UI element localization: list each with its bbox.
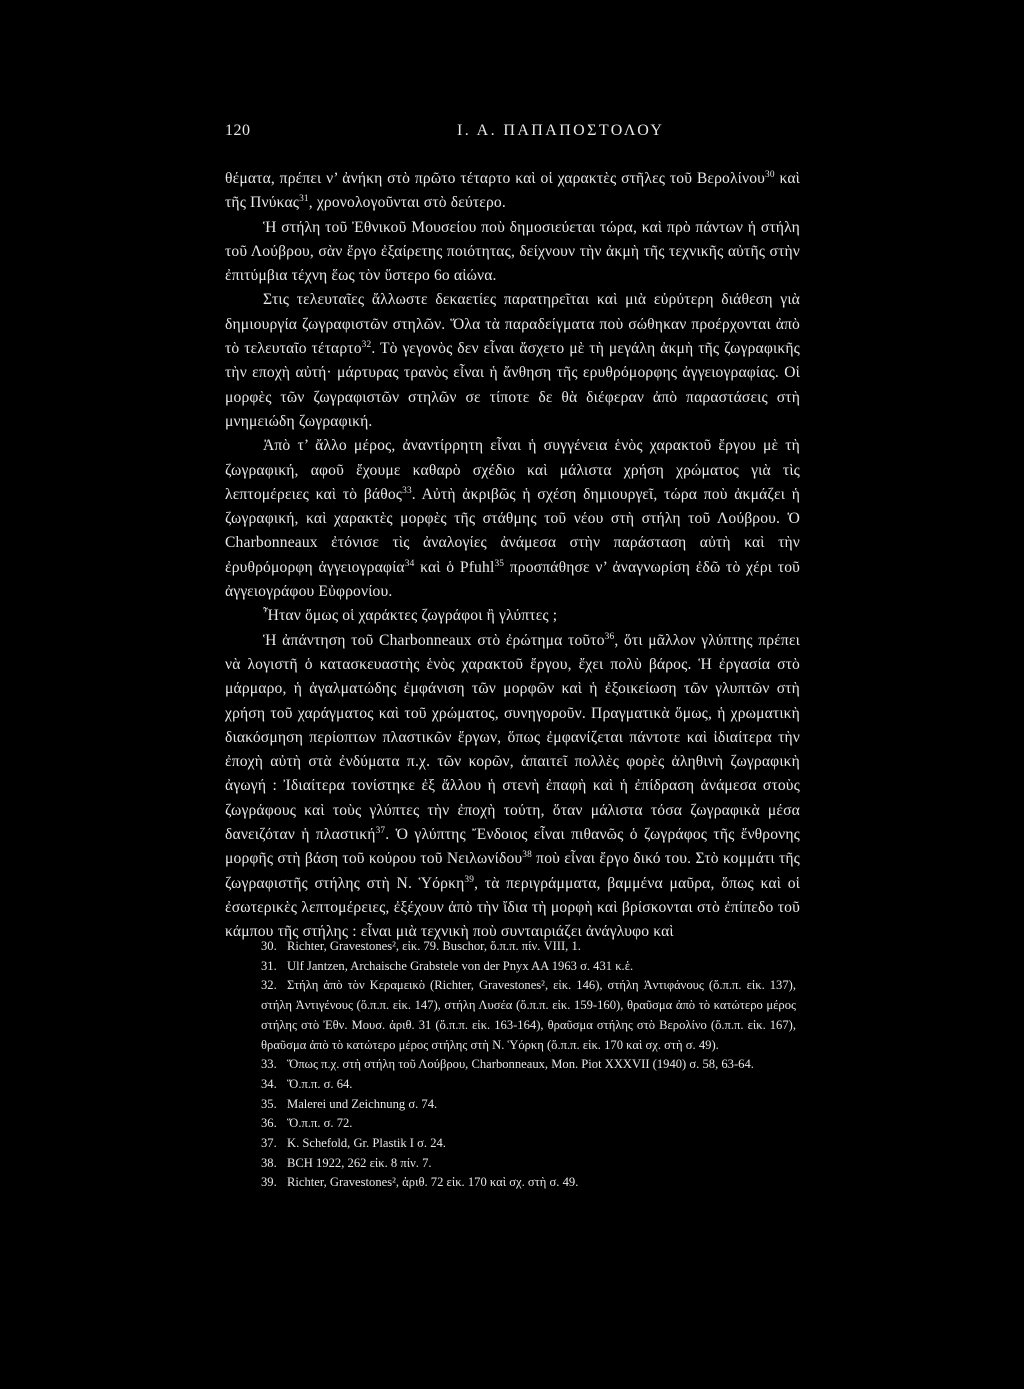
paragraph bbox=[225, 629, 800, 945]
footnote-text: Ὅπως π.χ. στὴ στήλη τοῦ Λούβρου, Charbonneaux, Mon. Piot XXXVII (1940) σ. 58, 63-64. bbox=[287, 1057, 754, 1072]
footnote bbox=[261, 1055, 796, 1075]
paragraph-text: Ἦταν ὅμως οἱ χαράκτες ζωγράφοι ἢ γλύπτες ; bbox=[263, 607, 558, 625]
footnotes bbox=[261, 937, 796, 1193]
paragraph-text: . Αὐτὴ ἀκριβῶς ἡ σχέση δημιουργεῖ, τώρα ποὺ ἀκμάζει ἡ ζωγραφική, καὶ χαρακτὲς μορφὲς τῆς στάθμης τοῦ νέου στὴ στήλη τοῦ Λούβρου. Ὁ Charbonneaux ἐτόνισε τὶς ἀναλογίες ἀνάμεσα στὴν παράσταση αὐτὴ καὶ τὴν ἐρυθρόμορφη ἀγγειογραφία bbox=[225, 485, 800, 576]
paragraph-text: θέματα, πρέπει ν’ ἀνήκη στὸ πρῶτο τέταρτο καὶ οἱ χαρακτὲς στῆλες τοῦ Βερολίνου bbox=[225, 170, 766, 187]
paragraph-text: Ἡ στήλη τοῦ Ἐθνικοῦ Μουσείου ποὺ δημοσιεύεται τώρα, καὶ πρὸ πάντων ἡ στήλη τοῦ Λούβρου, σὰν ἔργο ἐξαίρετης ποιότητας, δείχνουν τὴν ἀκμὴ τῆς τεχνικῆς αὐτῆς στὴν ἐπιτύμβια τέχνη ἕως τὸν ὕστερο 6ο αἰώνα. bbox=[225, 218, 800, 285]
footnote-reference: 33 bbox=[402, 485, 412, 496]
running-head bbox=[225, 122, 800, 146]
footnote-text: Richter, Gravestones², εἰκ. 79. Buschor, ὅ.π.π. πίν. VIII, 1. bbox=[287, 939, 581, 953]
footnote bbox=[261, 1173, 796, 1193]
paragraph-text: , ὅτι μᾶλλον γλύπτης πρέπει νὰ λογιστῆ ὁ κατασκευαστὴς ἑνὸς χαρακτοῦ ἔργου, ἔχει πολὺ βάρος. Ἡ ἐργασία στὸ μάρμαρο, ἡ ἀγαλματώδης ἐμφάνιση τῶν μορφῶν καὶ ἡ ἐξοικείωση τῶν γλυπτῶν στὴ χρήση τοῦ χαράγματος καὶ τοῦ χρώματος, συνηγοροῦν. Πραγματικὰ ὅμως, ἡ χρωματικὴ διακόσμηση περίοπτων πλαστικῶν ἔργων, ὅπως ἐμφανίζεται πάντοτε καὶ ἰδιαίτερα τὴν ἐποχὴ αὐτὴ στὰ ἐνδύματα π.χ. τῶν κορῶν, ἀπαιτεῖ πολλὲς φορὲς ἀληθινὴ ζωγραφικὴ ἀγωγή : Ἰδιαίτερα τονίστηκε ἐξ ἄλλου ἡ στενὴ ἐπαφὴ καὶ ἡ ἐπίδραση ἀνάμεσα στοὺς ζωγράφους καὶ τοὺς γλύπτες τὴν ἐποχὴ τούτη, ὅταν μάλιστα τόσα ζωγραφικὰ μέσα δανειζόταν ἡ πλαστική bbox=[225, 631, 800, 844]
paragraph bbox=[225, 288, 800, 434]
footnote-text: Στήλη ἀπὸ τὸν Κεραμεικὸ (Richter, Gravestones², εἰκ. 146), στήλη Ἀντιφάνους (ὅ.π.π. εἰκ. 137), στήλη Ἀντιγένους (ὅ.π.π. εἰκ. 147), στήλη Λυσέα (ὅ.π.π. εἰκ. 159-160), θραῦσμα ἀπὸ τὸ κατώτερο μέρος στήλης στὸ Ἐθν. Μουσ. ἀριθ. 31 (ὅ.π.π. εἰκ. 163-164), θραῦσμα στήλης στὸ Βερολίνο (ὅ.π.π. εἰκ. 167), θραῦσμα ἀπὸ τὸ κατώτερο μέρος στήλης στὴ Ν. Ὑόρκη (ὅ.π.π. εἰκ. 170 καὶ σχ. στὴ σ. 49). bbox=[261, 978, 796, 1052]
footnote-reference: 30 bbox=[765, 169, 775, 180]
footnote-number: 36. bbox=[261, 1116, 277, 1131]
body-text bbox=[225, 167, 800, 945]
footnote-number: 37. bbox=[261, 1136, 277, 1151]
paragraph bbox=[225, 167, 800, 216]
footnote-number: 30. bbox=[261, 939, 277, 953]
footnote bbox=[261, 957, 796, 977]
paragraph-text: . Τὸ γεγονὸς δεν εἶναι ἄσχετο μὲ τὴ μεγάλη ἀκμὴ τῆς ζωγραφικῆς τὴν εποχὴ αὐτή· μάρτυρας τρανὸς εἶναι ἡ ἄνθηση τῆς ερυθρόμορφης ἀγγειογραφίας. Οἱ μορφὲς τῶν ζωγραφιστῶν στηλῶν σε τίποτε δε θὰ διέφεραν ἀπὸ παραστάσεις στὴ μνημειώδη ζωγραφική. bbox=[225, 340, 800, 430]
footnote-number: 33. bbox=[261, 1057, 277, 1072]
footnote bbox=[261, 976, 796, 1055]
paragraph bbox=[225, 216, 800, 289]
footnote-text: BCH 1922, 262 εἰκ. 8 πίν. 7. bbox=[287, 1155, 432, 1170]
paragraph-text: προσπάθησε ν’ ἀναγνωρίση ἐδῶ τὸ χέρι τοῦ ἀγγειογράφου Εὐφρονίου. bbox=[225, 558, 801, 601]
footnote-number: 38. bbox=[261, 1155, 277, 1170]
footnote-reference: 39 bbox=[464, 874, 475, 885]
paragraph-text: Στις τελευταῖες ἄλλωστε δεκαετίες παρατηρεῖται καὶ μιὰ εὐρύτερη διάθεση γιὰ δημιουργία ζωγραφιστῶν στηλῶν. Ὅλα τὰ παραδείγματα ποὺ σώθηκαν προέρχονται ἀπὸ τὸ τελευταῖο τέταρτο bbox=[225, 291, 800, 358]
footnote bbox=[261, 1095, 796, 1115]
paragraph bbox=[225, 434, 800, 604]
footnote-number: 32. bbox=[261, 978, 277, 993]
footnote-reference: 35 bbox=[494, 558, 505, 569]
footnote-text: Ὅ.π.π. σ. 72. bbox=[287, 1116, 353, 1131]
paragraph bbox=[225, 604, 800, 628]
footnote-text: Ulf Jantzen, Archaische Grabstele von der Pnyx AA 1963 σ. 431 κ.ἑ. bbox=[287, 958, 634, 973]
footnote-text: Richter, Gravestones², ἀριθ. 72 εἰκ. 170 καὶ σχ. στὴ σ. 49. bbox=[287, 1175, 579, 1190]
paragraph-text: , χρονολογοῦνται στὸ δεύτερο. bbox=[308, 194, 506, 212]
footnote-text: Ὅ.π.π. σ. 64. bbox=[287, 1076, 353, 1091]
running-head-title: I. A. ΠΑΠΑΠΟΣΤΟΛΟΥ bbox=[457, 122, 665, 139]
footnote-reference: 36 bbox=[604, 631, 615, 642]
paragraph-text: καὶ τῆς Πνύκας bbox=[225, 170, 800, 212]
paragraph-text: καὶ ὁ Pfuhl bbox=[414, 558, 495, 576]
footnote bbox=[261, 1154, 796, 1174]
footnote-number: 34. bbox=[261, 1076, 277, 1091]
page-number: 120 bbox=[225, 122, 251, 139]
footnote-reference: 37 bbox=[375, 825, 386, 836]
footnote bbox=[261, 1134, 796, 1154]
footnote-reference: 31 bbox=[299, 194, 309, 205]
footnote bbox=[261, 1075, 796, 1095]
footnote-reference: 32 bbox=[361, 339, 372, 350]
footnote-text: Malerei und Zeichnung σ. 74. bbox=[287, 1096, 438, 1111]
footnote-number: 31. bbox=[261, 958, 277, 973]
paragraph-text: Ἡ ἀπάντηση τοῦ Charbonneaux στὸ ἐρώτημα τοῦτο bbox=[263, 631, 605, 649]
footnote bbox=[261, 937, 796, 957]
footnote-reference: 38 bbox=[522, 850, 532, 861]
footnote-text: K. Schefold, Gr. Plastik I σ. 24. bbox=[287, 1136, 446, 1151]
paragraph-text: ποὺ εἶναι ἔργο δικό του. Στὸ κομμάτι τῆς ζωγραφιστῆς στήλης στὴ Ν. Ὑόρκη bbox=[225, 850, 800, 892]
footnote-number: 35. bbox=[261, 1096, 277, 1111]
paragraph-text: . Ὁ γλύπτης Ἔνδοιος εἶναι πιθανῶς ὁ ζωγράφος τῆς ἔνθρονης μορφῆς στὴ βάση τοῦ κούρου τοῦ Νειλωνίδου bbox=[225, 826, 800, 868]
footnote-reference: 34 bbox=[404, 558, 415, 569]
footnote bbox=[261, 1114, 796, 1134]
paragraph-text: Ἀπὸ τ’ ἄλλο μέρος, ἀναντίρρητη εἶναι ἡ συγγένεια ἑνὸς χαρακτοῦ ἔργου μὲ τὴ ζωγραφική, αφοῦ ἔχουμε καθαρὸ σχέδιο καὶ μάλιστα χρήση χρώματος γιὰ τὶς λεπτομέρειες καὶ τὸ βάθος bbox=[225, 437, 800, 503]
footnote-number: 39. bbox=[261, 1175, 277, 1190]
paragraph-text: , τὰ περιγράμματα, βαμμένα μαῦρα, ὅπως καὶ οἱ ἐσωτερικὲς λεπτομέρειες, ἐξέχουν ἀπὸ τὴν ἴδια τὴ μορφὴ καὶ βρίσκονται στὸ ἐπίπεδο τοῦ κάμπου τῆς στήλης : εἶναι μιὰ τεχνικὴ ποὺ συνταιριάζει ἀνάγλυφο καὶ bbox=[225, 874, 800, 941]
